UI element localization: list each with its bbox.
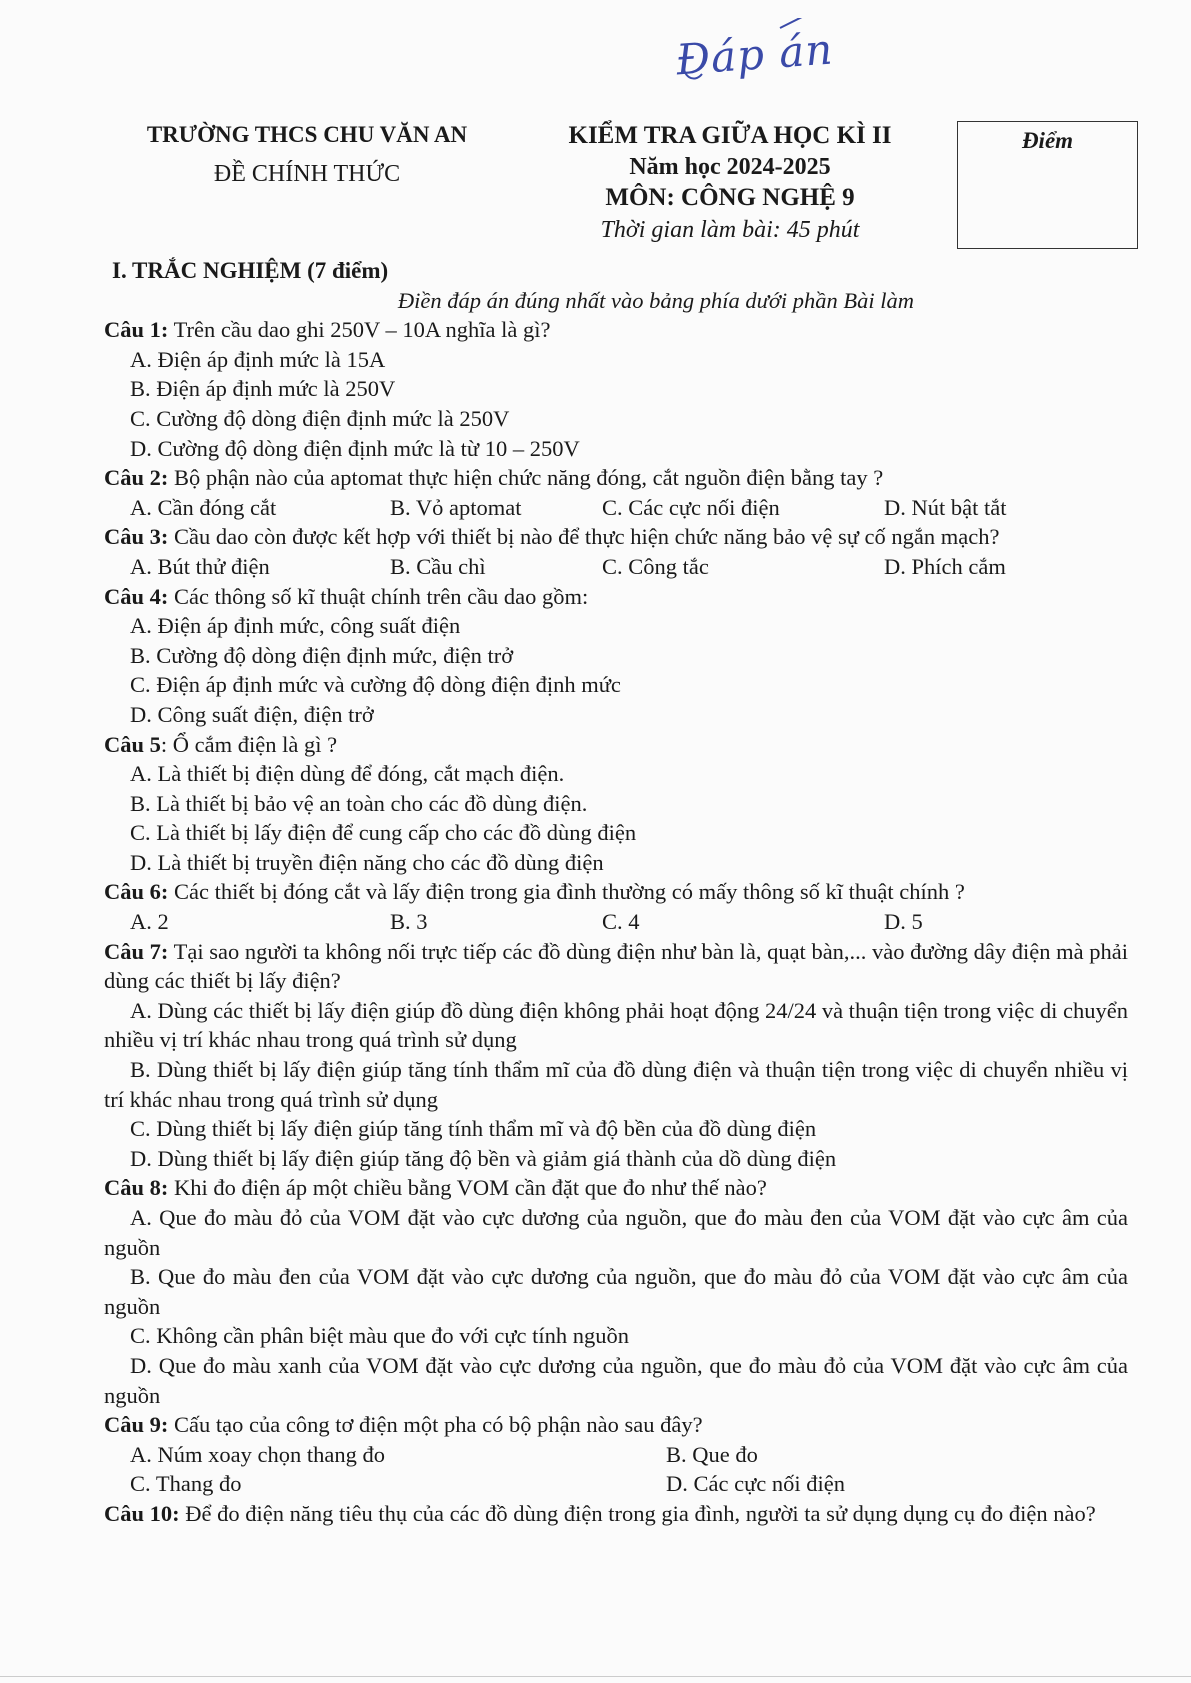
option: A. Là thiết bị điện dùng để đóng, cắt mạch điện. xyxy=(130,761,565,787)
option: C. Cường độ dòng điện định mức là 250V xyxy=(130,405,510,431)
option: C. Thang đo xyxy=(130,1471,242,1497)
option: B. Que đo xyxy=(666,1441,758,1467)
option: D. Là thiết bị truyền điện năng cho các đồ dùng điện xyxy=(130,849,604,875)
question-label: Câu 4: xyxy=(104,583,169,609)
option: B. Vỏ aptomat xyxy=(390,494,522,520)
question-4 xyxy=(104,582,1128,612)
option: D. Phích cắm xyxy=(884,553,1006,579)
question-text: Khi đo điện áp một chiều bằng VOM cần đặt que đo như thế nào? xyxy=(174,1175,767,1201)
exam-content xyxy=(104,256,1128,1529)
option: C. Điện áp định mức và cường độ dòng điện định mức xyxy=(130,672,621,698)
section-instruction: Điền đáp án đúng nhất vào bảng phía dưới phần Bài làm xyxy=(397,287,915,313)
question-label: Câu 9: xyxy=(104,1412,169,1438)
option: D. 5 xyxy=(884,909,923,935)
question-text: Các thiết bị đóng cắt và lấy điện trong gia đình thường có mấy thông số kĩ thuật chính ? xyxy=(174,879,965,905)
option: B. Cường độ dòng điện định mức, điện trở xyxy=(130,642,514,668)
question-text: Để đo điện năng tiêu thụ của các đồ dùng điện trong gia đình, người ta sử dụng dụng cụ đo điện nào? xyxy=(185,1500,1096,1526)
option: B. Que đo màu đen của VOM đặt vào cực dương của nguồn, que đo màu đỏ của VOM đặt vào cực âm của nguồn xyxy=(104,1264,1128,1319)
question-9 xyxy=(104,1410,1128,1440)
option: B. Cầu chì xyxy=(390,553,486,579)
question-6 xyxy=(104,877,1128,907)
options-row xyxy=(104,1440,1128,1470)
option: A. Điện áp định mức, công suất điện xyxy=(130,613,461,639)
question-label: Câu 3: xyxy=(104,524,169,550)
question-8 xyxy=(104,1173,1128,1203)
score-label: Điểm xyxy=(1021,128,1074,153)
options-row xyxy=(104,1469,1128,1499)
school-year: Năm học 2024-2025 xyxy=(629,154,831,180)
section-title: I. TRẮC NGHIỆM (7 điểm) xyxy=(112,258,389,283)
exam-title: KIỂM TRA GIỮA HỌC KÌ II xyxy=(568,122,892,149)
option: A. Núm xoay chọn thang đo xyxy=(130,1441,385,1467)
options-row xyxy=(104,552,1128,582)
question-2 xyxy=(104,463,1128,493)
options-row xyxy=(104,493,1128,523)
option: D. Cường độ dòng điện định mức là từ 10 – 250V xyxy=(130,435,580,461)
option: D. Nút bật tắt xyxy=(884,494,1007,520)
header-center xyxy=(520,120,940,246)
option: B. 3 xyxy=(390,909,428,935)
options-row xyxy=(104,907,1128,937)
question-text: Bộ phận nào của aptomat thực hiện chức năng đóng, cắt nguồn điện bằng tay ? xyxy=(174,465,884,491)
exam-subject: MÔN: CÔNG NGHỆ 9 xyxy=(605,184,855,211)
option: B. Dùng thiết bị lấy điện giúp tăng tính thẩm mĩ của đồ dùng điện và thuận tiện trong việc di chuyển nhiều vị trí khác nhau trong quá trình sử dụng xyxy=(104,1057,1128,1112)
option: C. Các cực nối điện xyxy=(602,494,780,520)
question-text: Các thông số kĩ thuật chính trên cầu dao gồm: xyxy=(174,583,589,609)
option: C. Công tắc xyxy=(602,553,709,579)
question-label: Câu 10: xyxy=(104,1500,180,1526)
question-text: : Ổ cắm điện là gì ? xyxy=(160,731,338,757)
option: A. Điện áp định mức là 15A xyxy=(130,346,386,372)
option: A. 2 xyxy=(130,909,169,935)
question-10 xyxy=(104,1499,1128,1529)
option: D. Công suất điện, điện trở xyxy=(130,701,374,727)
option: C. Dùng thiết bị lấy điện giúp tăng tính thẩm mĩ và độ bền của đồ dùng điện xyxy=(130,1116,817,1142)
option: A. Que đo màu đỏ của VOM đặt vào cực dương của nguồn, que đo màu đen của VOM đặt vào cực âm của nguồn xyxy=(104,1205,1128,1260)
question-text: Tại sao người ta không nối trực tiếp các đồ dùng điện như bàn là, quạt bàn,... vào đường dây điện mà phải dùng các thiết bị lấy điện? xyxy=(104,938,1129,994)
question-label: Câu 5 xyxy=(104,731,161,757)
question-7 xyxy=(104,937,1128,996)
option: D. Dùng thiết bị lấy điện giúp tăng độ bền và giảm giá thành của dồ dùng điện xyxy=(130,1145,837,1171)
option: D. Các cực nối điện xyxy=(666,1471,846,1497)
option: C. Là thiết bị lấy điện để cung cấp cho các đồ dùng điện xyxy=(130,820,637,846)
option: A. Bút thử điện xyxy=(130,553,270,579)
question-label: Câu 6: xyxy=(104,879,169,905)
question-text: Cầu dao còn được kết hợp với thiết bị nào để thực hiện chức năng bảo vệ sự cố ngắn mạch? xyxy=(174,524,1000,550)
question-label: Câu 2: xyxy=(104,465,169,491)
exam-duration: Thời gian làm bài: 45 phút xyxy=(600,217,860,243)
question-text: Trên cầu dao ghi 250V – 10A nghĩa là gì? xyxy=(173,317,551,343)
question-1 xyxy=(104,315,1128,345)
question-label: Câu 8: xyxy=(104,1175,169,1201)
question-3 xyxy=(104,522,1128,552)
option: D. Que đo màu xanh của VOM đặt vào cực dương của nguồn, que đo màu đỏ của VOM đặt vào cực âm của nguồn xyxy=(104,1352,1128,1408)
school-name: TRƯỜNG THCS CHU VĂN AN xyxy=(146,122,468,147)
option: C. 4 xyxy=(602,909,640,935)
handwritten-note: Đáp án xyxy=(674,24,835,85)
score-box xyxy=(957,121,1138,249)
option: B. Là thiết bị bảo vệ an toàn cho các đồ dùng điện. xyxy=(130,790,588,816)
option: A. Cần đóng cắt xyxy=(130,494,277,520)
option: C. Không cần phân biệt màu que đo với cực tính nguồn xyxy=(130,1323,629,1349)
option: B. Điện áp định mức là 250V xyxy=(130,376,396,402)
question-label: Câu 1: xyxy=(104,317,169,343)
official-label: ĐỀ CHÍNH THỨC xyxy=(213,161,401,187)
option: A. Dùng các thiết bị lấy điện giúp đồ dùng điện không phải hoạt động 24/24 và thuận tiện trong việc di chuyển nhiều vị trí khác nhau trong quá trình sử dụng xyxy=(104,997,1128,1053)
page-edge-line xyxy=(0,1676,1191,1677)
question-text: Cấu tạo của công tơ điện một pha có bộ phận nào sau đây? xyxy=(174,1412,703,1438)
question-label: Câu 7: xyxy=(104,938,169,964)
header-left xyxy=(112,120,502,190)
question-5 xyxy=(104,730,1128,760)
